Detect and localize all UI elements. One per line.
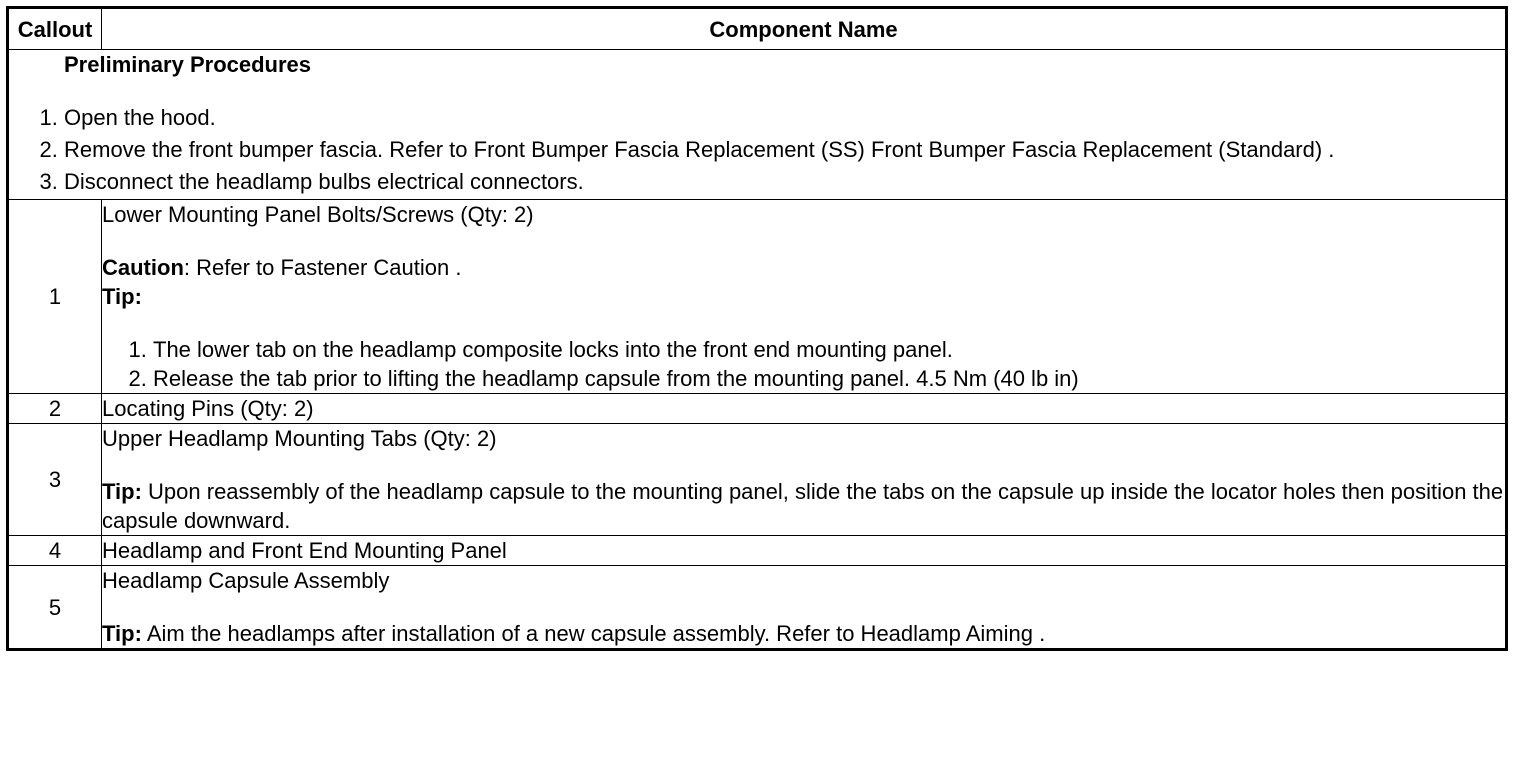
table-row (8, 566, 1507, 650)
tip-note (102, 619, 1505, 648)
tip-text: Aim the headlamps after installation of a new capsule assembly. Refer to Headlamp Aiming . (141, 621, 1046, 646)
preliminary-step: 3. Disconnect the headlamp bulbs electrical connectors. (64, 167, 1505, 196)
table-row (8, 424, 1507, 536)
tip-list (102, 335, 1505, 393)
component-cell (102, 536, 1507, 566)
tip-note (102, 477, 1505, 535)
preliminary-procedures-cell (8, 50, 1507, 200)
tip-item: 1. The lower tab on the headlamp composite locks into the front end mounting panel. (153, 335, 1505, 364)
component-cell (102, 200, 1507, 394)
component-cell (102, 566, 1507, 650)
preliminary-procedures-title: Preliminary Procedures (64, 52, 312, 77)
caution-text: : Refer to Fastener Caution . (183, 255, 462, 280)
callout-number: 1 (8, 200, 102, 394)
tip-item: 2. Release the tab prior to lifting the headlamp capsule from the mounting panel. 4.5 Nm (40 lb in) (153, 364, 1505, 393)
callout-number: 2 (8, 394, 102, 424)
tip-text: Upon reassembly of the headlamp capsule to the mounting panel, slide the tabs on the capsule up inside the locator holes then position the capsule downward. (102, 479, 1504, 533)
component-cell (102, 394, 1507, 424)
procedure-table (6, 6, 1508, 651)
preliminary-step: 2. Remove the front bumper fascia. Refer to Front Bumper Fascia Replacement (SS) Front Bumper Fascia Replacement (Standard) . (64, 135, 1505, 164)
component-name: Locating Pins (Qty: 2) (102, 396, 314, 421)
table-row (8, 200, 1507, 394)
callout-number: 5 (8, 566, 102, 650)
caution-note (102, 253, 1505, 282)
callout-number: 4 (8, 536, 102, 566)
preliminary-row (8, 50, 1507, 200)
tip-label: Tip: (102, 284, 142, 309)
tip-label: Tip: (102, 479, 142, 504)
tip-label: Tip: (102, 621, 142, 646)
caution-label: Caution (102, 255, 184, 280)
component-name: Upper Headlamp Mounting Tabs (Qty: 2) (102, 426, 497, 451)
component-name-column-header: Component Name (102, 8, 1507, 50)
component-name: Headlamp Capsule Assembly (102, 568, 390, 593)
component-cell (102, 424, 1507, 536)
table-row (8, 394, 1507, 424)
header-row (8, 8, 1507, 50)
callout-number: 3 (8, 424, 102, 536)
callout-column-header: Callout (8, 8, 102, 50)
preliminary-step: 1. Open the hood. (64, 103, 1505, 132)
table-row (8, 536, 1507, 566)
component-name: Lower Mounting Panel Bolts/Screws (Qty: 2) (102, 202, 534, 227)
preliminary-steps-list (9, 103, 1505, 196)
component-name: Headlamp and Front End Mounting Panel (102, 538, 507, 563)
